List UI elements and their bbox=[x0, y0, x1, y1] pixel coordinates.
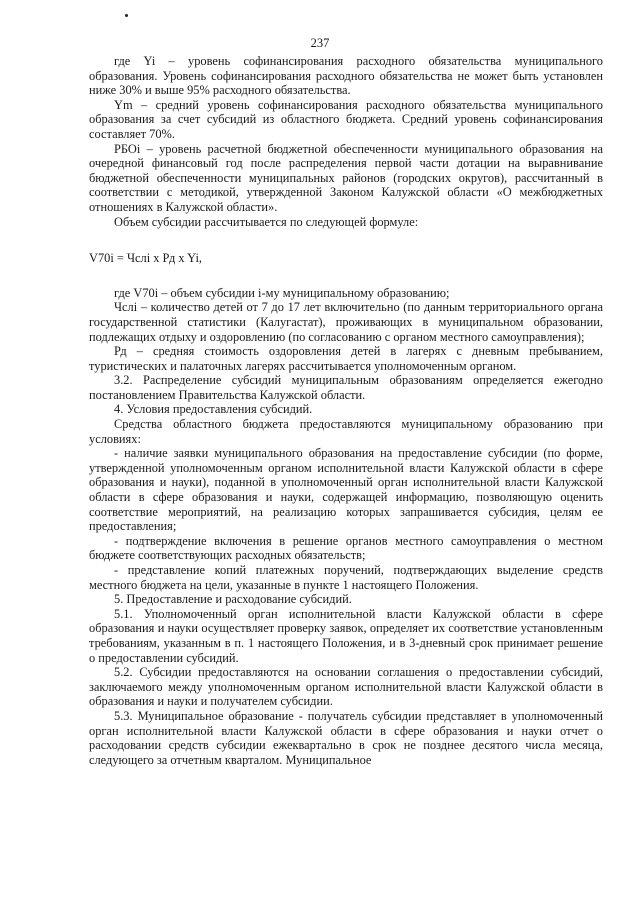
heading-section-4: 4. Условия предоставления субсидий. bbox=[114, 402, 313, 417]
formula: V70i = Чслi x Рд x Yi, bbox=[89, 251, 202, 266]
paragraph-3-2: 3.2. Распределение субсидий муниципальным образованиям определяется ежегодно постановлением Правительства Калужской области. bbox=[89, 373, 603, 402]
paragraph-yi-definition: где Yi – уровень софинансирования расходного обязательства муниципального образования. Уровень софинансирования расходного обязательства не может быть установлен ниже 30% и выше 95% расходного обязательства. bbox=[89, 54, 603, 98]
paragraph-5-1: 5.1. Уполномоченный орган исполнительной власти Калужской области в сфере образования и науки осуществляет проверку заявок, определяет их соответствие установленным требованиям, указанным в п. 1 настоящего Положения, и в 3-дневный срок принимает решение о предоставлении субсидий. bbox=[89, 606, 603, 665]
document-body bbox=[89, 54, 603, 767]
condition-item-budget-decision: - подтверждение включения в решение органов местного самоуправления о местном бюджете соответствующих расходных обязательств; bbox=[89, 533, 603, 563]
scan-speck bbox=[125, 14, 128, 17]
page-number: 237 bbox=[310, 36, 330, 50]
paragraph-5-2: 5.2. Субсидии предоставляются на основании соглашения о предоставлении субсидий, заключаемого между уполномоченным органом исполнительной власти Калужской области в образования и науки и получателем субсидии. bbox=[89, 665, 603, 709]
paragraph-5-3: 5.3. Муниципальное образование - получатель субсидии представляет в уполномоченный орган исполнительной власти Калужской области в сфере образования и науки отчет о расходовании средств субсидии ежеквартально в срок не позднее десятого числа месяца, следующего за отчетным кварталом. Муниципальное bbox=[89, 708, 603, 767]
heading-section-5: 5. Предоставление и расходование субсидий. bbox=[114, 592, 352, 607]
condition-item-application: - наличие заявки муниципального образования на предоставление субсидии (по форме, утвержденной уполномоченным органом исполнительной власти Калужской области в сфере образования и науки), поданной в уполномоченный орган исполнительной власти Калужской области в сфере образования и науки, содержащей информацию, позволяющую оценить соответствие мероприятий, на реализацию которых запрашивается субсидия, целям ее предоставления; bbox=[89, 446, 603, 534]
paragraph-rboi-definition: РБОi – уровень расчетной бюджетной обеспеченности муниципального образования на очередной финансовый год после распределения первой части дотации на выравнивание бюджетной обеспеченности муниципальных районов (городских округов), рассчитанный в соответствии с методикой, утвержденной Законом Калужской области «О межбюджетных отношениях в Калужской области». bbox=[89, 141, 603, 214]
paragraph-ym-definition: Ym – средний уровень софинансирования расходного обязательства муниципального образования за счет субсидий из областного бюджета. Средний уровень софинансирования составляет 70%. bbox=[89, 97, 603, 141]
paragraph-v70i-definition: где V70i – объем субсидии i-му муниципальному образованию; bbox=[114, 285, 450, 300]
paragraph-chsli-definition: Чслi – количество детей от 7 до 17 лет включительно (по данным территориального органа государственной статистики (Калугастат), проживающих в муниципальном образовании, подлежащих отдыху и оздоровлению (по согласованию с органом местного самоуправления); bbox=[89, 300, 603, 344]
paragraph-conditions-intro: Средства областного бюджета предоставляются муниципальному образованию при условиях: bbox=[89, 417, 603, 446]
condition-item-payment-orders: - представление копий платежных поручений, подтверждающих выделение средств местного бюджета на цели, указанные в пункте 1 настоящего Положения. bbox=[89, 563, 603, 592]
paragraph-rd-definition: Рд – средняя стоимость оздоровления детей в лагерях с дневным пребыванием, туристических и палаточных лагерях рассчитывается уполномоченным органом. bbox=[89, 344, 603, 373]
paragraph-formula-intro: Объем субсидии рассчитывается по следующей формуле: bbox=[114, 214, 419, 229]
